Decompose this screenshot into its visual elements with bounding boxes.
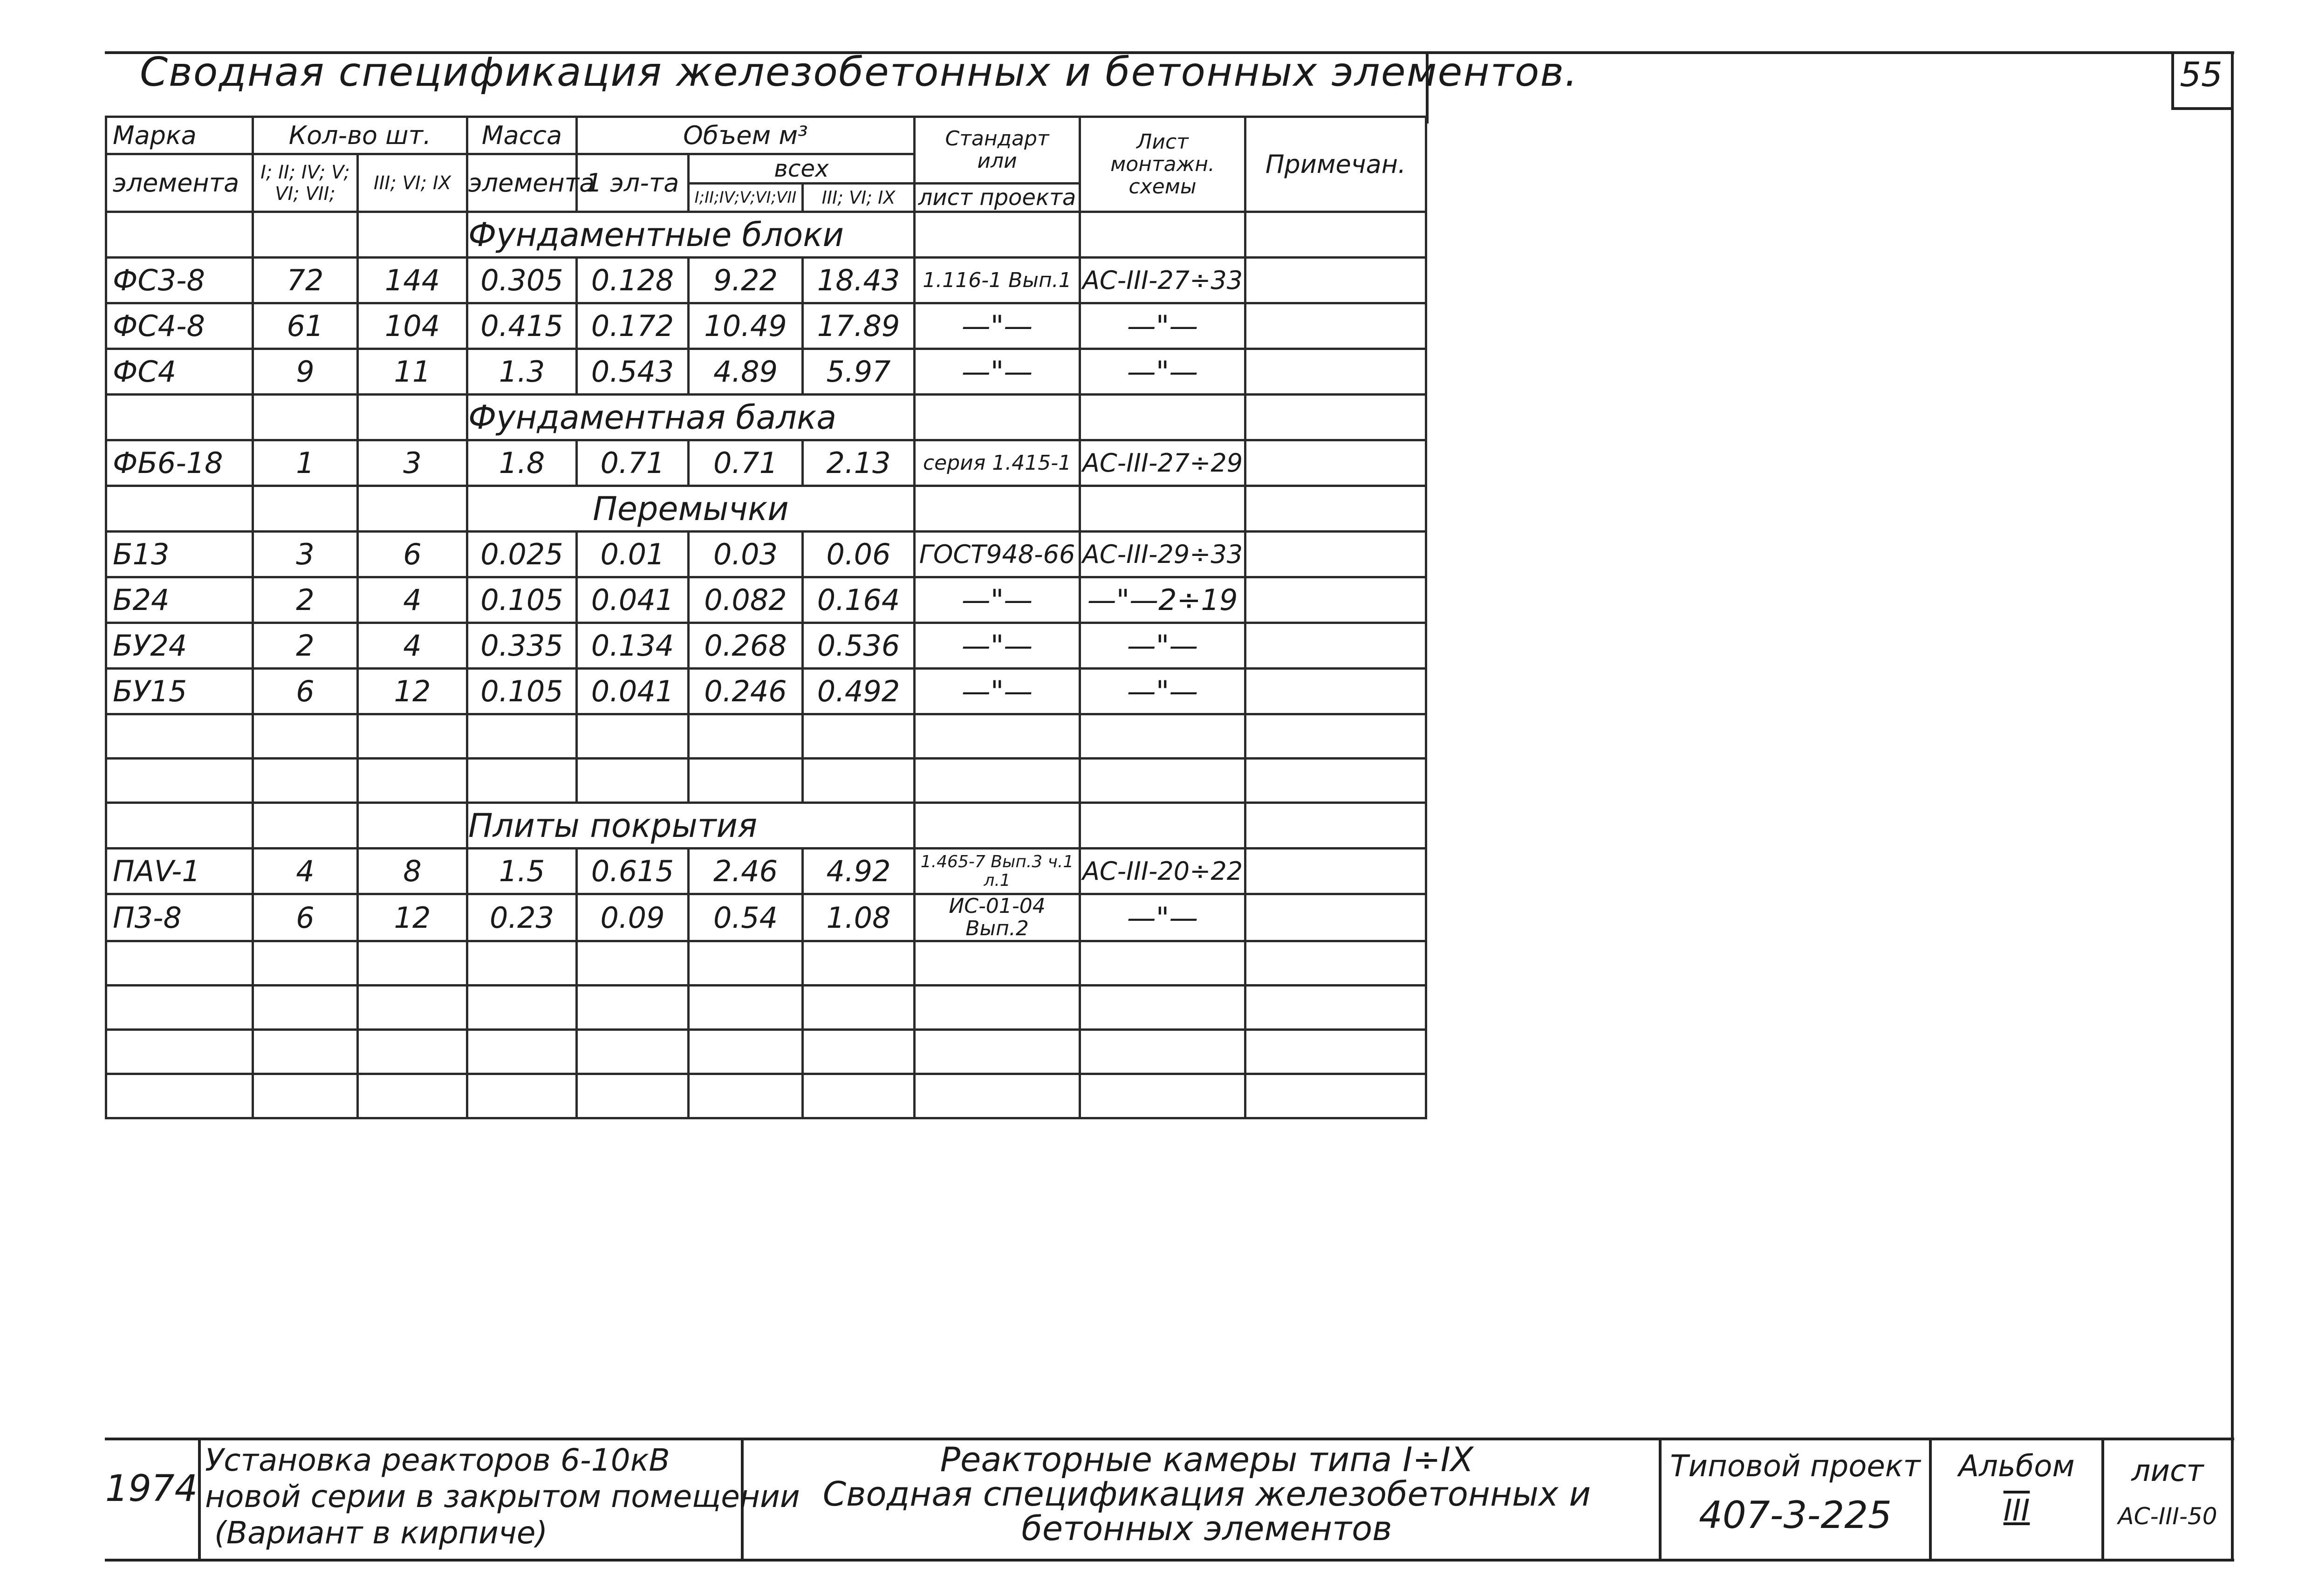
table-cell: 12 [358,669,467,714]
table-cell [253,941,358,986]
table-cell: 1.5 [467,849,577,894]
table-cell [1245,759,1426,803]
table-cell: 1.3 [467,349,577,395]
table-cell [1245,1074,1426,1118]
table-cell: 2 [253,577,358,623]
empty-row [106,1074,1426,1118]
header-sheet [1080,117,1245,212]
table-cell [1080,1030,1245,1074]
table-cell: БУ24 [106,623,253,669]
table-cell: АС-III-20÷22 [1080,849,1245,894]
table-cell [1245,894,1426,941]
table-cell: 0.71 [689,440,803,486]
table-cell: 6 [253,894,358,941]
table-cell: 8 [358,849,467,894]
table-cell: 0.09 [577,894,689,941]
table-cell: —"—2÷19 [1080,577,1245,623]
table-cell: 1.08 [803,894,915,941]
table-cell [467,986,577,1030]
table-cell [1080,486,1245,532]
title-block-bottom-line [105,1559,2234,1562]
table-cell: 3 [358,440,467,486]
empty-row [106,1030,1426,1074]
table-cell [358,486,467,532]
table-cell: 0.172 [577,303,689,349]
table-cell: П3-8 [106,894,253,941]
specification-table [105,116,1425,1119]
header-volume-all: всех [689,154,915,184]
table-cell [915,714,1080,759]
table-cell [1245,303,1426,349]
empty-row [106,986,1426,1030]
table-cell: ИС-01-04 Вып.2 [915,894,1080,941]
table-cell: ФС4 [106,349,253,395]
table-row [106,669,1426,714]
header-mark-1: Марка [106,117,253,154]
table-cell [915,803,1080,849]
table-cell: 0.082 [689,577,803,623]
table-cell [1245,941,1426,986]
table-cell [1245,986,1426,1030]
table-cell [1245,212,1426,258]
table-cell: 4 [358,577,467,623]
table-cell [253,212,358,258]
table-cell [1245,669,1426,714]
table-cell [467,714,577,759]
header-qty-sub1-a: I; II; IV; V; [260,161,350,183]
table-cell: 0.041 [577,577,689,623]
project-label: Типовой проект [1670,1449,1921,1484]
table-cell: 0.268 [689,623,803,669]
table-cell: 0.305 [467,258,577,303]
table-cell [1245,532,1426,577]
table-cell: 0.246 [689,669,803,714]
header-mark-2: элемента [106,154,253,212]
table-cell: 72 [253,258,358,303]
table-cell: 18.43 [803,258,915,303]
table-cell: —"— [1080,623,1245,669]
table-cell: 0.415 [467,303,577,349]
section-row [106,395,1426,440]
section-title: Фундаментная балка [467,395,915,440]
table-cell [106,486,253,532]
table-cell [1080,986,1245,1030]
drawing-title [741,1442,1673,1546]
table-cell [253,395,358,440]
table-cell [253,714,358,759]
table-cell: 4 [253,849,358,894]
header-standard-3: лист проекта [915,184,1080,212]
header-mass-2: элемента [467,154,577,212]
table-cell: 6 [358,532,467,577]
sheet-number: 55 [2180,55,2223,94]
table-cell: 4.92 [803,849,915,894]
table-cell [358,759,467,803]
header-qty-sub2: III; VI; IX [358,154,467,212]
table-cell [358,941,467,986]
table-cell: —"— [915,669,1080,714]
table-cell [358,1030,467,1074]
table-cell: —"— [915,349,1080,395]
table-cell [358,1074,467,1118]
empty-row [106,941,1426,986]
table-cell: 144 [358,258,467,303]
empty-row [106,759,1426,803]
frame-right-line [2231,51,2234,1561]
header-qty: Кол-во шт. [253,117,467,154]
table-cell: 1.116-1 Вып.1 [915,258,1080,303]
installation-line: новой серии в закрытом помещении [205,1479,800,1514]
table-cell [689,1074,803,1118]
table-cell [1080,941,1245,986]
year: 1974 [105,1468,198,1510]
table-row [106,532,1426,577]
table-cell [106,1074,253,1118]
table-cell: 0.06 [803,532,915,577]
table-cell [803,941,915,986]
table-cell: ФБ6-18 [106,440,253,486]
table-cell [106,395,253,440]
table-cell [358,714,467,759]
table-cell: 4.89 [689,349,803,395]
table-cell: 1 [253,440,358,486]
table-cell [577,941,689,986]
table-cell [577,986,689,1030]
table-cell [803,714,915,759]
header-row-1 [106,117,1426,154]
table-cell [1245,486,1426,532]
installation-line: (Вариант в кирпиче) [214,1515,548,1551]
table-cell [106,759,253,803]
table-cell [689,941,803,986]
table-cell [467,1074,577,1118]
drawing-title-line: бетонных элементов [1021,1509,1392,1548]
section-row [106,212,1426,258]
table-cell [358,803,467,849]
header-sheet-3: схемы [1129,174,1197,199]
table-cell [1245,623,1426,669]
table-cell [467,941,577,986]
table-cell [1080,395,1245,440]
table-cell [577,1030,689,1074]
table-cell [1245,1030,1426,1074]
table-row [106,440,1426,486]
table-cell [915,759,1080,803]
table-cell: 0.543 [577,349,689,395]
table-cell: 0.105 [467,577,577,623]
table-cell [803,986,915,1030]
table-cell: 0.025 [467,532,577,577]
table-cell [1245,577,1426,623]
table-cell [358,212,467,258]
header-volume-one: 1 эл-та [577,154,689,212]
drawing-title-line: Сводная спецификация железобетонных и [822,1474,1591,1514]
table-cell [1245,440,1426,486]
section-row [106,803,1426,849]
table-cell: АС-III-27÷29 [1080,440,1245,486]
table-cell [253,759,358,803]
table-cell [915,1074,1080,1118]
table-cell: 0.54 [689,894,803,941]
table-cell [689,986,803,1030]
table-cell [106,1030,253,1074]
table-cell [1245,849,1426,894]
table-cell [803,1030,915,1074]
album-label: Альбом [1958,1449,2075,1484]
table-cell [106,212,253,258]
table-row [106,894,1426,941]
header-standard-1: Стандарт [945,127,1049,151]
table-cell: —"— [915,623,1080,669]
table-cell [1080,212,1245,258]
table-cell [253,803,358,849]
installation-description [205,1442,800,1551]
project-number: 407-3-225 [1698,1493,1892,1537]
header-volume: Объем м³ [577,117,915,154]
header-sheet-1: Лист [1136,130,1189,154]
sheet-label: лист [2131,1454,2204,1488]
table-cell: 11 [358,349,467,395]
table-cell: Б13 [106,532,253,577]
table-cell [1080,759,1245,803]
table-cell: 0.492 [803,669,915,714]
page-title: Сводная спецификация железобетонных и бетонных элементов. [140,49,1579,96]
table-cell: 104 [358,303,467,349]
table-cell [106,986,253,1030]
table-cell: —"— [915,303,1080,349]
table-cell [915,395,1080,440]
table-cell [1080,714,1245,759]
table-cell [253,486,358,532]
table-cell: 0.128 [577,258,689,303]
drawing-title-line: Реакторные камеры типа I÷IX [940,1440,1474,1479]
section-row [106,486,1426,532]
table-cell: ГОСТ948-66 [915,532,1080,577]
table-cell: серия 1.415-1 [915,440,1080,486]
header-standard-2: или [977,149,1017,173]
table-cell: 0.134 [577,623,689,669]
table-cell [1245,258,1426,303]
table-cell: —"— [1080,669,1245,714]
table-row [106,577,1426,623]
table-cell: 17.89 [803,303,915,349]
table-cell: 0.164 [803,577,915,623]
table-row [106,303,1426,349]
table-cell [803,759,915,803]
table-cell [915,1030,1080,1074]
section-title: Фундаментные блоки [467,212,915,258]
table-cell: 0.041 [577,669,689,714]
header-standard [915,117,1080,184]
table-cell: 0.536 [803,623,915,669]
header-volume-all-sub1: I;II;IV;V;VI;VII [689,184,803,212]
table-cell: 9.22 [689,258,803,303]
table-cell: 0.71 [577,440,689,486]
table-cell: Б24 [106,577,253,623]
table-cell [253,986,358,1030]
table-cell [358,395,467,440]
installation-line: Установка реакторов 6-10кВ [205,1442,670,1478]
table-cell: —"— [915,577,1080,623]
table-cell [689,759,803,803]
table-cell: 2 [253,623,358,669]
table-cell: АС-III-29÷33 [1080,532,1245,577]
sheet-code: АС-III-50 [2118,1503,2217,1530]
header-qty-sub1-b: VI; VII; [275,183,335,205]
table-row [106,258,1426,303]
table-cell: 10.49 [689,303,803,349]
album-number: III [2003,1493,2030,1528]
table-cell: 1.8 [467,440,577,486]
table-cell [106,714,253,759]
table-cell: —"— [1080,894,1245,941]
table-cell [915,212,1080,258]
table-cell: —"— [1080,303,1245,349]
table-cell: 61 [253,303,358,349]
table-cell: 5.97 [803,349,915,395]
table-cell [915,486,1080,532]
table-row [106,349,1426,395]
table-cell: 0.01 [577,532,689,577]
table-row [106,623,1426,669]
table-cell: 0.105 [467,669,577,714]
table-cell: ФС3-8 [106,258,253,303]
header-mass-1: Масса [467,117,577,154]
table-cell: 9 [253,349,358,395]
table-cell [467,759,577,803]
section-title: Перемычки [467,486,915,532]
table-cell: 3 [253,532,358,577]
table-cell [1080,1074,1245,1118]
table-cell: ФС4-8 [106,303,253,349]
table-cell: 6 [253,669,358,714]
table-cell [577,714,689,759]
table-cell: АС-III-27÷33 [1080,258,1245,303]
table-cell: 4 [358,623,467,669]
table-cell [358,986,467,1030]
table-cell [467,1030,577,1074]
table-cell: 1.465-7 Вып.3 ч.1 л.1 [915,849,1080,894]
table-cell: —"— [1080,349,1245,395]
table-cell: 0.03 [689,532,803,577]
table-cell [1245,395,1426,440]
table-cell [253,1030,358,1074]
table-cell: ПАV-1 [106,849,253,894]
table-cell [577,1074,689,1118]
header-note: Примечан. [1245,117,1426,212]
table-cell [106,803,253,849]
title-block-divider [198,1438,201,1561]
table-cell: 0.335 [467,623,577,669]
table-cell [1245,803,1426,849]
table-cell [106,941,253,986]
header-qty-sub1 [253,154,358,212]
table-cell: 0.23 [467,894,577,941]
header-volume-all-sub2: III; VI; IX [803,184,915,212]
table-cell [1245,714,1426,759]
table-cell [915,986,1080,1030]
header-sheet-2: монтажн. [1110,152,1215,176]
table-cell: 2.13 [803,440,915,486]
table-cell [1245,349,1426,395]
table-cell [689,1030,803,1074]
table-cell [577,759,689,803]
table-cell: 0.615 [577,849,689,894]
table-row [106,849,1426,894]
table-cell [915,941,1080,986]
table-cell [803,1074,915,1118]
table-cell: 2.46 [689,849,803,894]
empty-row [106,714,1426,759]
table-cell [689,714,803,759]
table-cell [1080,803,1245,849]
section-title: Плиты покрытия [467,803,915,849]
table-cell: 12 [358,894,467,941]
table-cell [253,1074,358,1118]
table-cell: БУ15 [106,669,253,714]
